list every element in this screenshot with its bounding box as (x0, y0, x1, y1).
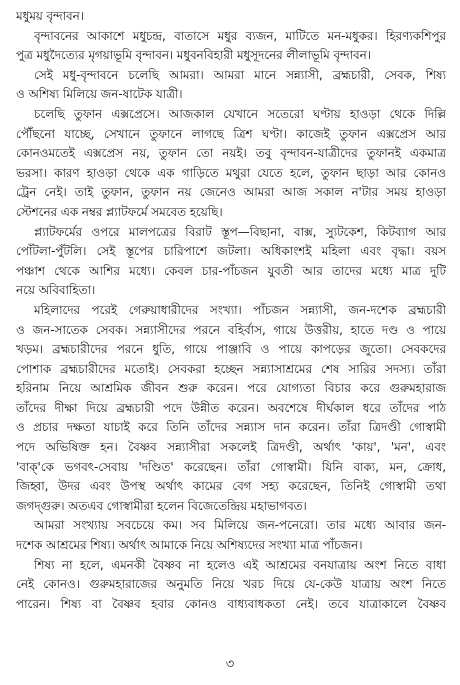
text-line: মধুময় বৃন্দাবন। (16, 9, 84, 23)
text-line: 'বাক্'কে ভগবৎ-সেবায় 'দণ্ডিত' করেছেন। তাঁরা গোস্বামী। যিনি বাক্য, মন, ক্রোধ, (16, 459, 446, 474)
text-line: স্টেশনের এক নম্বর প্ল্যাটফর্মে সমবেত হয়েছি। (16, 204, 223, 219)
text-line: প্ল্যাটফর্মের ওপরে মালপত্রের বিরাট স্তূপ—বিছানা, বাক্স, স্যুটকেশ, কিটব্যাগ আর (34, 224, 446, 239)
text-line: বৃন্দাবনের আকাশে মধুচন্দ্র, বাতাসে মধুর ব্যজন, মাটিতে মন-মধুকর। হিরণ্যকশিপুর (34, 28, 446, 43)
text-line: চলেছি তুফান এক্সপ্রেসে। আজকাল যেখানে সতেরো ঘণ্টায় হাওড়া থেকে দিল্লি (34, 106, 446, 121)
text-line: ভরসা। কারণ হাওড়া থেকে এক গাড়িতে মথুরা যেতে হলে, তুফান ছাড়া আর কোনও (16, 165, 446, 180)
text-line: নয়ে অবিবাহিতা। (16, 283, 96, 298)
text-line: জিহ্বা, উদর এবং উপস্থ অর্থাৎ কামের বেগ সহ্য করেছেন, তিনিই গোস্বামী তথা (16, 479, 446, 494)
text-line: পারেন। শিষ্য বা বৈষ্ণব হবার কোনও বাধ্যবাধকতা নেই। তবে যাত্রাকালে বৈষ্ণব (16, 596, 446, 611)
text-line: আমরা সংখ্যায় সবচেয়ে কম। সব মিলিয়ে জন-পনেরো। তার মধ্যে আবার জন- (34, 518, 446, 533)
text-line: সেই মধু-বৃন্দাবনে চলেছি আমরা। আমরা মানে সন্ন্যাসী, ব্রহ্মচারী, সেবক, শিষ্য (34, 67, 446, 82)
text-line: মহিলাদের পরেই গেরুয়াধারীদের সংখ্যা। পাঁচজন সন্ন্যাসী, জন-দশেক ব্রহ্মচারী (34, 302, 446, 317)
text-line: ও অশিষ্য মিলিয়ে জন-ষাটেক যাত্রী। (16, 87, 183, 102)
text-line: হরিনাম নিয়ে আশ্রমিক জীবন শুরু করেন। পরে যোগ্যতা বিচার করে গুরুমহারাজ (16, 381, 446, 396)
text-line: দশেক আশ্রমের শিষ্য। অর্থাৎ আমাকে নিয়ে অশিষ্যদের সংখ্যা মাত্র পাঁচজন। (16, 538, 363, 553)
text-line: পঞ্চাশ থেকে আশির মধ্যে। কেবল চার-পাঁচজন যুবতী আর তাদের মধ্যে মাত্র দুটি (16, 263, 446, 278)
text-line: ও জন-সাতেক সেবক। সন্ন্যাসীদের পরনে বহির্বাস, গায়ে উত্তরীয়, হাতে দণ্ড ও পায়ে (16, 322, 446, 337)
page-number: ৩ (225, 657, 235, 672)
text-line: খড়ম। ব্রহ্মচারীদের পরনে ধুতি, গায়ে পাঞ্জাবি ও পায়ে কাপড়ের জুতো। সেবকদের (16, 342, 446, 357)
text-line: পোশাক ব্রহ্মচারীদের মতোই। সেবকরা হচ্ছেন সন্ন্যাসাশ্রমের শেষ সারির সদস্য। তাঁরা (16, 361, 446, 376)
text-line: পুত্র মধুদৈত্যের মৃগয়াভূমি বৃন্দাবন। মধুবনবিহারী মধুসূদনের লীলাভূমি বৃন্দাবন। (16, 48, 371, 63)
text-line: তাঁদের দীক্ষা দিয়ে ব্রহ্মচারী পদে উন্নীত করেন। অবশেষে দীর্ঘকাল ধরে তাঁদের পাঠ (16, 400, 446, 415)
text-line: পৌঁছনো যাচ্ছে, সেখানে তুফানে লাগছে ত্রিশ ঘণ্টা। কাজেই তুফান এক্সপ্রেস আর (16, 126, 446, 141)
text-line: পদে অভিষিক্ত হন। বৈষ্ণব সন্ন্যাসীরা সকলেই ত্রিদণ্ডী, অর্থাৎ 'কায়', 'মন', এবং (16, 440, 446, 455)
text-line: নেই কোনও। গুরুমহারাজের অনুমতি নিয়ে খরচ দিয়ে যে-কেউ যাত্রায় অংশ নিতে (16, 577, 446, 592)
text-line: কোনওমতেই এক্সপ্রেস নয়, তুফান তো নয়ই। তবু বৃন্দাবন-যাত্রীদের তুফানই একমাত্র (16, 146, 446, 161)
body-text (16, 7, 446, 614)
text-line: ও প্রচার দক্ষতা যাচাই করে তিনি তাঁদের সন্ন্যাস দান করেন। তাঁরা ত্রিদণ্ডী গোস্বামী (16, 420, 446, 435)
text-line: জগদ্গুরু। অতএব গোস্বামীরা হলেন বিজেতেন্দ্রিয় মহাভাগবত। (16, 498, 307, 513)
text-line: শিষ্য না হলে, এমনকী বৈষ্ণব না হলেও এই আশ্রমের বনযাত্রায় অংশ নিতে বাধা (34, 557, 446, 572)
text-line: পোঁটলা-পুঁটলি। সেই স্তূপের চারিপাশে জটলা। অধিকাংশই মহিলা এবং বৃদ্ধা। বয়স (16, 244, 446, 259)
text-line: ট্রেন নেই। তাই তুফান, তুফান নয় জেনেও আমরা আজ সকাল ন'টার সময় হাওড়া (16, 185, 446, 200)
